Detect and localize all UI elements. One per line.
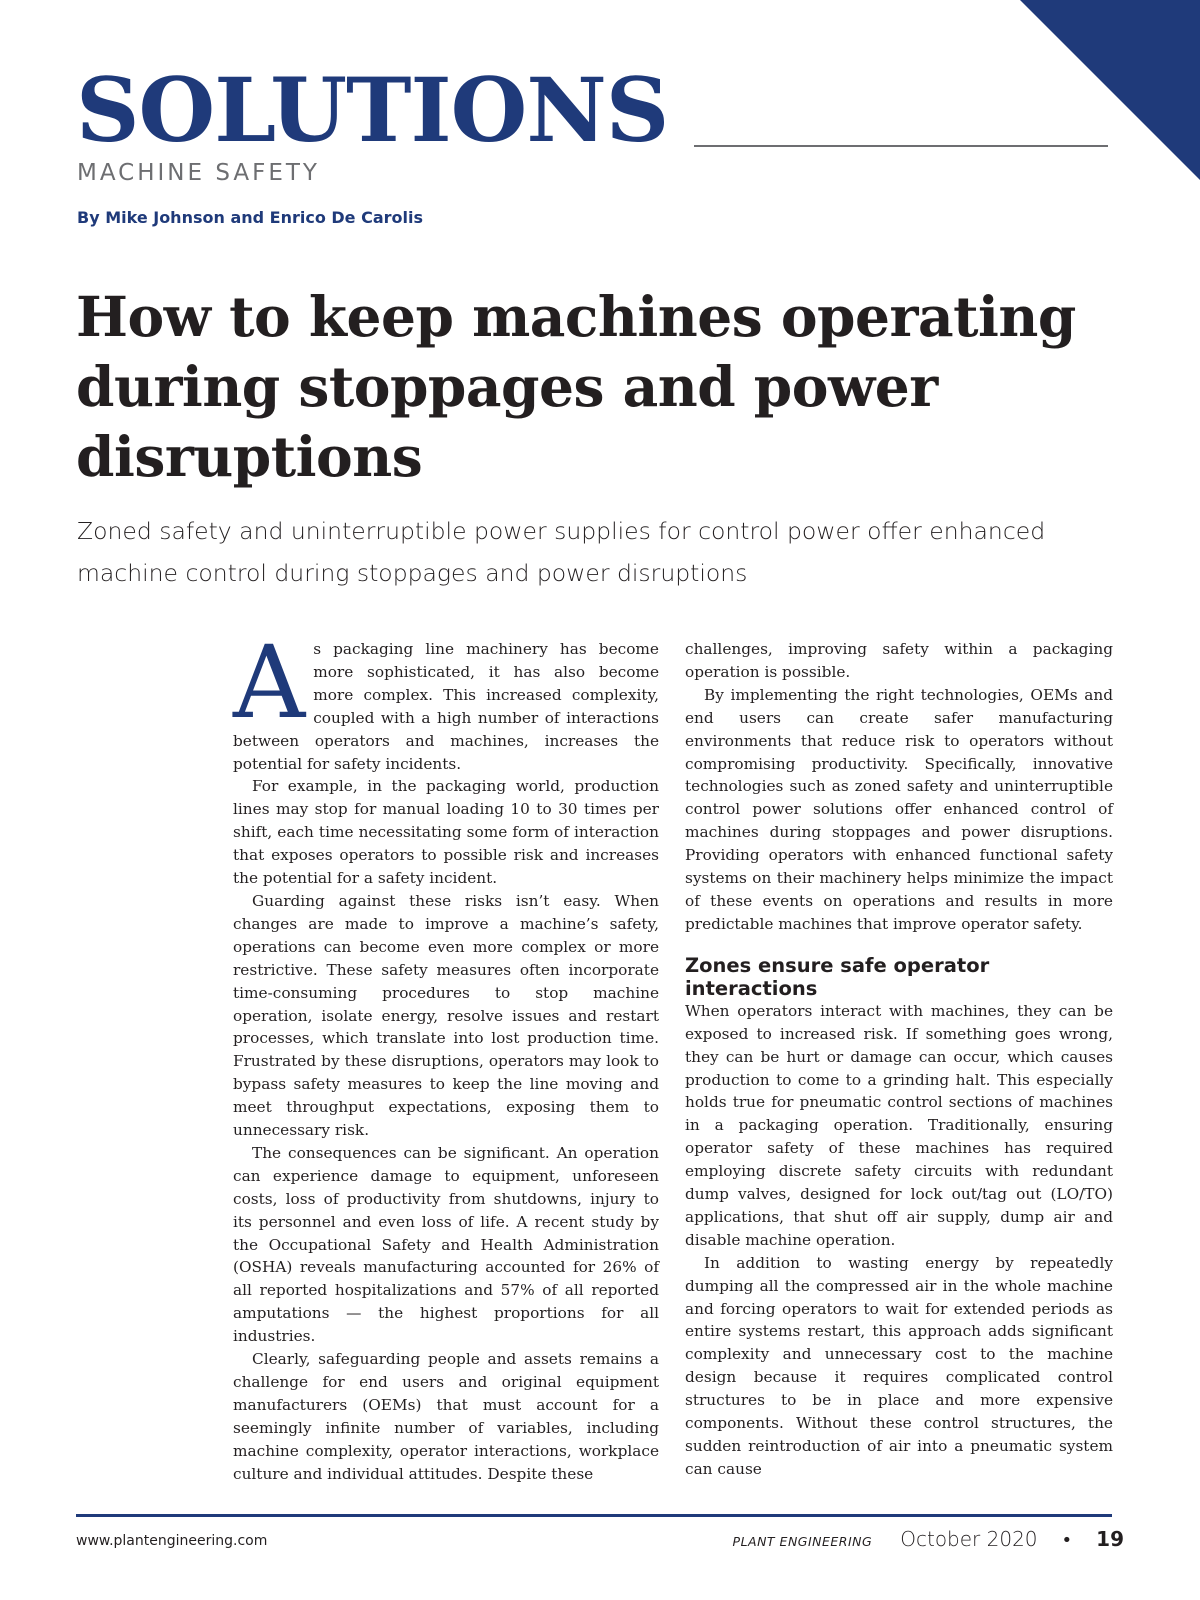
footer-divider (76, 1514, 1112, 1517)
body-paragraph: For example, in the packaging world, production lines may stop for manual loading 10 to 30 times per shift, each time necessitating some form of interaction that exposes operators to possible risk and increases the potential for a safety incident. (233, 777, 659, 888)
column-left (233, 624, 659, 1486)
body-paragraph: When operators interact with machines, they can be exposed to increased risk. If something goes wrong, they can be hurt or damage can occur, which causes production to come to a grinding halt. This especially holds true for pneumatic control sections of machines in a packaging operation. Traditionally, ensuring operator safety of these machines has required employing discrete safety circuits with redundant dump valves, designed for lock out/tag out (LO/TO) applications, that shut off air supply, dump air and disable machine operation. (685, 1001, 1113, 1249)
footer-folio (733, 1527, 1124, 1551)
body-paragraph: Clearly, safeguarding people and assets remains a challenge for end users and original equipment manufacturers (OEMs) that must account for a seemingly infinite number of variables, including machine complexity, operator interactions, workplace culture and individual attitudes. Despite these (233, 1350, 659, 1483)
corner-accent (1020, 0, 1200, 180)
article-deck: Zoned safety and uninterruptible power supplies for control power offer enhanced machine control during stoppages and power disruptions (77, 517, 1046, 587)
section-subheading: Zones ensure safe operator interactions (685, 953, 990, 1000)
bullet-separator: • (1061, 1530, 1073, 1551)
body-paragraph: The consequences can be significant. An operation can experience damage to equipment, unforeseen costs, loss of productivity from shutdowns, injury to its personnel and even loss of life. A recent study by the Occupational Safety and Health Administration (OSHA) reveals manufacturing accounted for 26% of all reported hospitalizations and 57% of all reported amputations — the highest proportions for all industries. (233, 1143, 659, 1346)
section-subtitle: MACHINE SAFETY (77, 160, 320, 186)
footer-url[interactable]: www.plantengineering.com (76, 1533, 268, 1549)
page-number: 19 (1096, 1527, 1124, 1551)
column-right (685, 638, 1113, 1481)
section-title: SOLUTIONS (76, 58, 669, 162)
body-paragraph: Guarding against these risks isn’t easy. When changes are made to improve a machine’s safety, operations can become even more complex or more restrictive. These safety measures often incorporate time-consuming procedures to stop machine operation, isolate energy, resolve issues and restart processes, which translate into lost production time. Frustrated by these disruptions, operators may look to bypass safety measures to keep the line moving and meet throughput expectations, exposing them to unnecessary risk. (233, 891, 659, 1140)
section-divider (694, 145, 1108, 147)
article-headline: How to keep machines operating during stoppages and power disruptions (76, 284, 1076, 489)
issue-date: October 2020 (900, 1527, 1038, 1551)
body-paragraph: In addition to wasting energy by repeatedly dumping all the compressed air in the whole machine and forcing operators to wait for extended periods as entire systems restart, this approach adds significant complexity and unnecessary cost to the machine design because it requires complicated control structures to be in place and more expensive components. Without these control structures, the sudden reintroduction of air into a pneumatic system can cause (685, 1253, 1113, 1478)
byline: By Mike Johnson and Enrico De Carolis (77, 208, 424, 227)
drop-cap: A (233, 624, 306, 741)
body-paragraph: challenges, improving safety within a packaging operation is possible. (685, 640, 1113, 681)
body-paragraph: By implementing the right technologies, OEMs and end users can create safer manufacturing environments that reduce risk to operators without compromising productivity. Specifically, innovative technologies such as zoned safety and uninterruptible control power solutions offer enhanced control of machines during stoppages and power disruptions. Providing operators with enhanced functional safety systems on their machinery helps minimize the impact of these events on operations and results in more predictable machines that improve operator safety. (685, 685, 1113, 933)
publication-name: PLANT ENGINEERING (732, 1534, 873, 1549)
intro-text: s packaging line machinery has become more sophisticated, it has also become more complex. This increased complexity, coupled with a high number of interactions between operators and machines, increases the potential for safety incidents. (233, 640, 659, 773)
body-paragraph (233, 624, 659, 775)
